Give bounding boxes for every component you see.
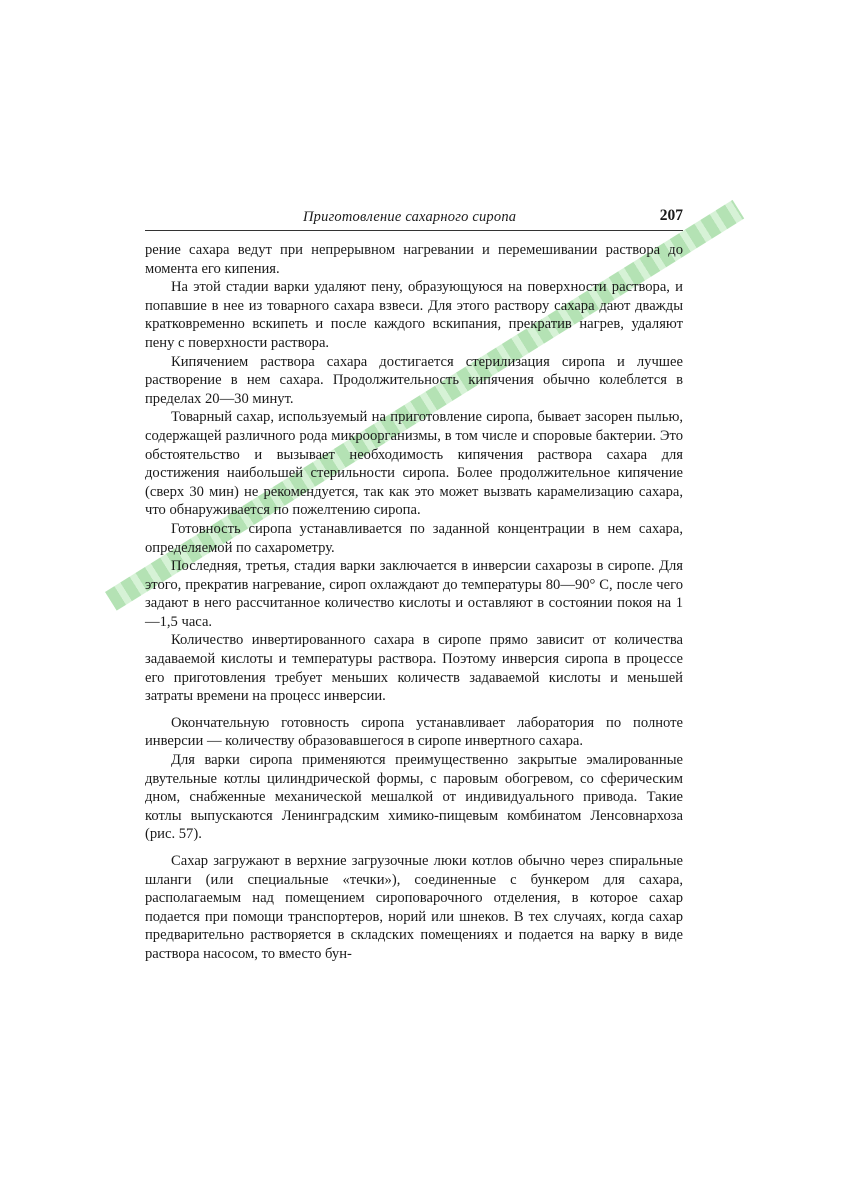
paragraph: Товарный сахар, используемый на приготовление сиропа, бывает засорен пылью, содержащей различного рода микроорганизмы, в том числе и споровые бактерии. Это обстоятельство и вызывает необходимость кипячения раствора сахара для достижения наибольшей стерильности сиропа. Более продолжительное кипячение (сверх 30 мин) не рекомендуется, так как это может вызвать карамелизацию сахара, что обнаруживается по пожелтению сиропа. — [145, 409, 683, 519]
paragraph: Окончательную готовность сиропа устанавливает лаборатория по полноте инверсии — количеству образовавшегося в сиропе инвертного сахара. — [145, 714, 683, 750]
running-header — [145, 206, 683, 231]
body-text — [145, 241, 683, 964]
paragraph: Последняя, третья, стадия варки заключается в инверсии сахарозы в сиропе. Для этого, прекратив нагревание, сироп охлаждают до температуры 80—90° С, после чего задают в него рассчитанное количество кислоты и оставляют в состоянии покоя на 1—1,5 часа. — [145, 558, 683, 630]
paragraph: рение сахара ведут при непрерывном нагревании и перемешивании раствора до момента его кипения. — [145, 242, 683, 277]
paragraph: Сахар загружают в верхние загрузочные люки котлов обычно через спиральные шланги (или специальные «течки»), соединенные с бункером для сахара, располагаемым над помещением сироповарочного отделения, в которое сахар подается при помощи транспортеров, норий или шнеков. В тех случаях, когда сахар предварительно растворяется в складских помещениях и подается на варку в виде раствора насосом, то вместо бун- — [145, 853, 683, 962]
page-number: 207 — [659, 207, 683, 224]
paragraph: Кипячением раствора сахара достигается стерилизация сиропа и лучшее растворение в нем сахара. Продолжительность кипячения обычно колеблется в пределах 20—30 минут. — [145, 353, 683, 407]
book-page — [145, 206, 683, 964]
paragraph: Количество инвертированного сахара в сиропе прямо зависит от количества задаваемой кислоты и температуры раствора. Поэтому инверсия сиропа в процессе его приготовления требует меньших количеств задаваемой кислоты и меньшей затраты времени на процесс инверсии. — [145, 632, 683, 705]
running-title: Приготовление сахарного сиропа — [303, 209, 517, 225]
paragraph: Для варки сиропа применяются преимущественно закрытые эмалированные двутельные котлы цилиндрической формы, с паровым обогревом, со сферическим дном, снабженные механической мешалкой от индивидуального привода. Такие котлы выпускаются Ленинградским химико-пищевым комбинатом Ленсовнархоза (рис. 57). — [145, 752, 683, 843]
paragraph: Готовность сиропа устанавливается по заданной концентрации в нем сахара, определяемой по сахарометру. — [145, 520, 683, 556]
paragraph: На этой стадии варки удаляют пену, образующуюся на поверхности раствора, и попавшие в нее из товарного сахара взвеси. Для этого раствору сахара дают дважды кратковременно вскипеть и после каждого вскипания, прекратив нагрев, удаляют пену с поверхности раствора. — [145, 279, 683, 351]
